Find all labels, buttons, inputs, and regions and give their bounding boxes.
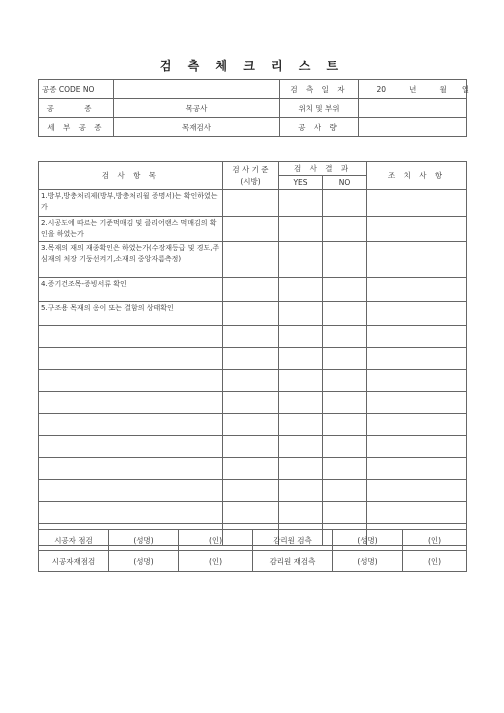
yes-cell[interactable] [279,414,323,436]
no-cell[interactable] [323,190,367,217]
item-cell [39,414,223,436]
no-cell[interactable] [323,502,367,524]
criteria-cell[interactable] [223,370,279,392]
criteria-cell[interactable] [223,436,279,458]
item-cell [39,458,223,480]
table-row [39,436,467,458]
contractor-re-signature-field[interactable]: (성명) [109,551,179,572]
no-cell[interactable] [323,278,367,302]
header-table [38,79,470,137]
criteria-cell[interactable] [223,480,279,502]
item-cell: 3.목재의 재의 재종확인은 하였는가(수장재등급 및 경도,주심재의 처장 기둥선켜기,소재의 중앙자름측정) [39,242,223,278]
inspection-date-value [359,80,470,99]
item-cell: 2.시공도에 따르는 기준먹매김 및 클리어랜스 먹매김의 확인을 하였는가 [39,217,223,242]
action-cell[interactable] [367,242,467,278]
work-type-label: 공 종 [39,99,114,118]
document-title: 검 측 체 크 리 스 트 [159,59,345,73]
location-value [359,99,467,118]
yes-cell[interactable] [279,502,323,524]
supervisor-signature-field[interactable]: (성명) [333,530,403,551]
yes-cell[interactable] [279,302,323,326]
no-cell[interactable] [323,217,367,242]
yes-cell[interactable] [279,326,323,348]
yes-cell[interactable] [279,370,323,392]
detail-work-label: 세 부 공 종 [39,118,114,137]
no-cell[interactable] [323,242,367,278]
criteria-cell[interactable] [223,242,279,278]
item-cell: 1.방부,방충처리제(방부,방충처리월 증명서)는 확인하였는가 [39,190,223,217]
item-cell: 4.증기건조목-증빙서류 확인 [39,278,223,302]
item-cell [39,392,223,414]
work-code-value [114,80,280,99]
action-cell[interactable] [367,502,467,524]
date-year: 20 [376,84,386,94]
inspection-table [38,161,467,546]
table-row [39,190,467,217]
yes-cell[interactable] [279,480,323,502]
yes-cell[interactable] [279,217,323,242]
yes-cell[interactable] [279,278,323,302]
col-criteria-header [223,162,279,190]
item-cell [39,348,223,370]
date-year-unit: 년 [409,84,417,94]
location-label: 위치 및 부위 [280,99,359,118]
table-row [39,414,467,436]
supervisor-seal-field[interactable]: (인) [403,530,467,551]
criteria-cell[interactable] [223,414,279,436]
col-yes-header: YES [279,176,323,190]
contractor-reinspection-label: 시공자재점검 [39,551,109,572]
table-row [39,348,467,370]
criteria-cell[interactable] [223,302,279,326]
yes-cell[interactable] [279,392,323,414]
criteria-cell[interactable] [223,278,279,302]
yes-cell[interactable] [279,242,323,278]
quantity-label: 공 사 량 [280,118,359,137]
table-row [39,217,467,242]
no-cell[interactable] [323,392,367,414]
no-cell[interactable] [323,326,367,348]
contractor-seal-field[interactable]: (인) [179,530,253,551]
work-code-label: 공종 CODE NO [39,80,114,99]
criteria-cell[interactable] [223,217,279,242]
table-row [39,370,467,392]
criteria-cell[interactable] [223,392,279,414]
signature-table [38,529,467,572]
table-row [39,326,467,348]
supervisor-re-signature-field[interactable]: (성명) [333,551,403,572]
action-cell[interactable] [367,302,467,326]
action-cell[interactable] [367,392,467,414]
date-month-unit: 월 [439,84,447,94]
yes-cell[interactable] [279,348,323,370]
no-cell[interactable] [323,348,367,370]
action-cell[interactable] [367,436,467,458]
col-no-header: NO [323,176,367,190]
action-cell[interactable] [367,326,467,348]
item-cell [39,480,223,502]
item-cell: 5.구조용 목재의 옹이 또는 결함의 상태확인 [39,302,223,326]
col-action-header: 조 치 사 항 [367,162,467,190]
supervisor-reinspection-label: 감리원 재검측 [253,551,333,572]
no-cell[interactable] [323,302,367,326]
table-row [39,392,467,414]
col-criteria-title: 검 사 기 준 [232,164,269,174]
yes-cell[interactable] [279,190,323,217]
action-cell[interactable] [367,348,467,370]
item-cell [39,436,223,458]
contractor-signature-field[interactable]: (성명) [109,530,179,551]
item-cell [39,326,223,348]
yes-cell[interactable] [279,458,323,480]
no-cell[interactable] [323,480,367,502]
table-row [39,502,467,524]
col-items-header: 검 사 항 목 [39,162,223,190]
inspection-date-label: 검 측 일 자 [280,80,359,99]
table-row [39,242,467,278]
criteria-cell[interactable] [223,502,279,524]
no-cell[interactable] [323,370,367,392]
no-cell[interactable] [323,436,367,458]
col-result-header: 검 사 결 과 [279,162,367,176]
yes-cell[interactable] [279,436,323,458]
supervisor-inspection-label: 감리원 검측 [253,530,333,551]
action-cell[interactable] [367,370,467,392]
action-cell[interactable] [367,190,467,217]
action-cell[interactable] [367,458,467,480]
supervisor-re-seal-field[interactable]: (인) [403,551,467,572]
action-cell[interactable] [367,480,467,502]
table-row [39,302,467,326]
criteria-cell[interactable] [223,458,279,480]
contractor-inspection-label: 시공자 점검 [39,530,109,551]
criteria-cell[interactable] [223,326,279,348]
action-cell[interactable] [367,278,467,302]
criteria-cell[interactable] [223,190,279,217]
action-cell[interactable] [367,414,467,436]
work-type-value: 목공사 [114,99,280,118]
item-cell [39,370,223,392]
no-cell[interactable] [323,458,367,480]
table-row [39,480,467,502]
table-row [39,278,467,302]
quantity-value [359,118,467,137]
criteria-cell[interactable] [223,348,279,370]
item-cell [39,502,223,524]
action-cell[interactable] [367,217,467,242]
table-row [39,458,467,480]
no-cell[interactable] [323,414,367,436]
col-criteria-sub: (시방) [240,176,261,186]
contractor-re-seal-field[interactable]: (인) [179,551,253,572]
detail-work-value: 목재검사 [114,118,280,137]
date-day-unit: 일 [461,84,470,94]
